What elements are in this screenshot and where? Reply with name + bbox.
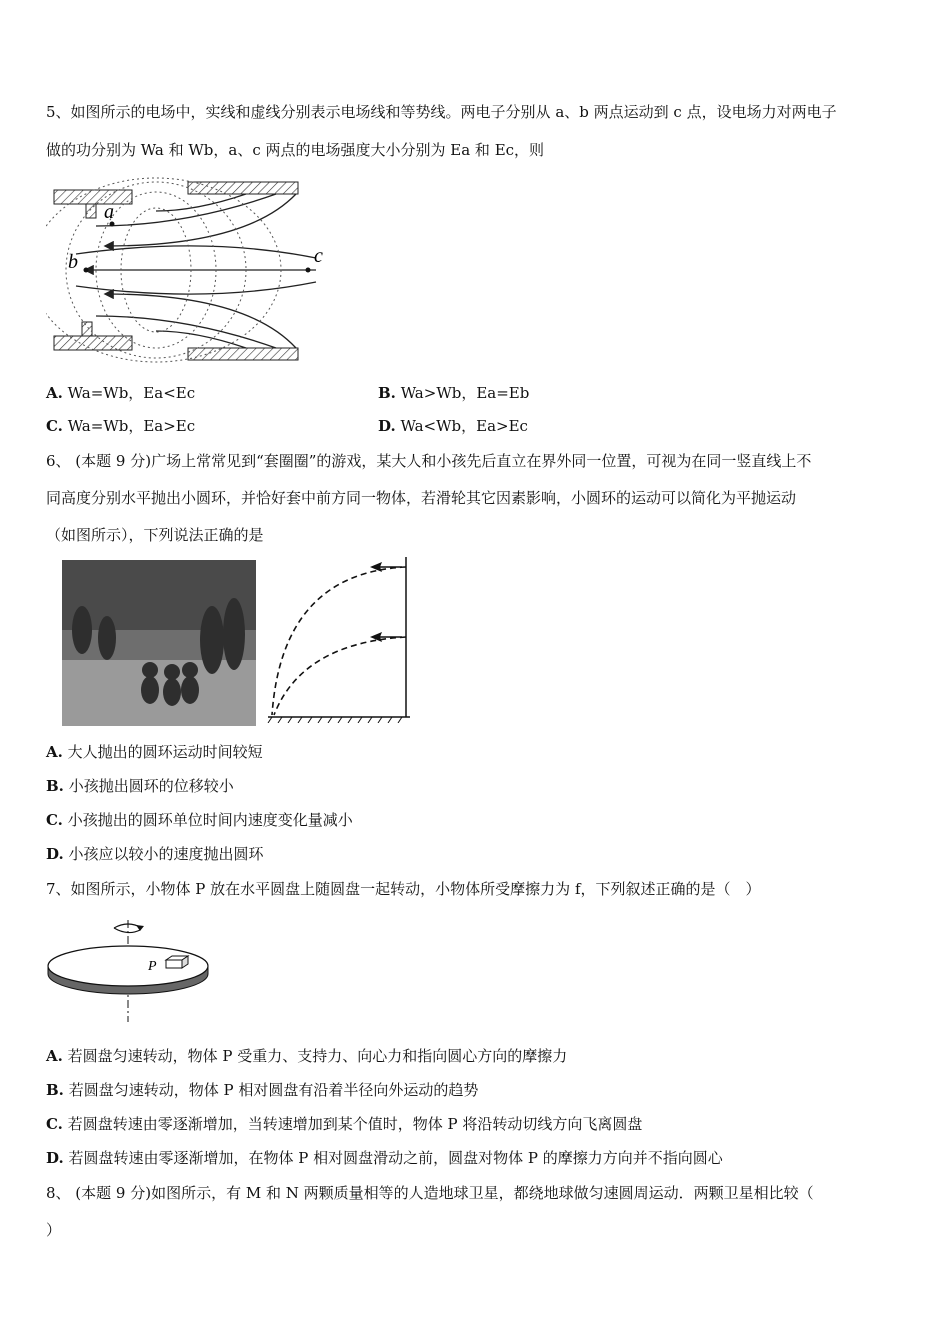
q7-option-a-key: A.	[46, 1047, 63, 1065]
q6-option-a-key: A.	[46, 743, 63, 761]
q7-option-c	[46, 1114, 642, 1134]
q7-option-d	[46, 1148, 723, 1168]
q6-stem-line3: （如图所示），下列说法正确的是	[46, 526, 264, 544]
q6-option-c-text: 小孩抛出的圆环单位时间内速度变化量减小	[67, 811, 353, 829]
q6-option-b	[46, 776, 234, 796]
point-a-label: a	[104, 201, 114, 223]
q7-option-b-text: 若圆盘匀速转动，物体 P 相对圆盘有沿着半径向外运动的趋势	[68, 1081, 479, 1099]
projectile-diagram	[262, 553, 412, 723]
q5-option-b	[378, 383, 529, 403]
q5-option-b-key: B.	[378, 384, 396, 402]
q7-option-c-text: 若圆盘转速由零逐渐增加，当转速增加到某个值时，物体 P 将沿转动切线方向飞离圆盘	[67, 1115, 643, 1133]
q6-option-d	[46, 844, 264, 864]
q8-stem-line2: ）	[46, 1221, 62, 1239]
q5-option-d-key: D.	[378, 417, 396, 435]
ring-toss-photo	[62, 560, 256, 726]
q6-option-b-text: 小孩抛出圆环的位移较小	[68, 777, 234, 795]
q6-stem-line2: 同高度分别水平抛出小圆环，并恰好套中前方同一物体，若滑轮其它因素影响，小圆环的运动可以简化为平抛运动	[46, 489, 797, 507]
q6-option-a-text: 大人抛出的圆环运动时间较短	[67, 743, 263, 761]
q5-option-a	[46, 383, 195, 403]
rotating-disk-figure	[44, 914, 214, 1026]
q7-option-d-text: 若圆盘转速由零逐渐增加，在物体 P 相对圆盘滑动之前，圆盘对物体 P 的摩擦力方向并不指向圆心	[68, 1149, 723, 1167]
point-b-label: b	[68, 251, 78, 273]
electric-field-figure	[46, 176, 336, 364]
point-c-label: c	[314, 245, 323, 267]
q7-stem: 7、如图所示，小物体 P 放在水平圆盘上随圆盘一起转动，小物体所受摩擦力为 f，下列叙述正确的是（ ）	[46, 880, 761, 898]
q6-option-b-key: B.	[46, 777, 64, 795]
q7-option-a-text: 若圆盘匀速转动，物体 P 受重力、支持力、向心力和指向圆心方向的摩擦力	[67, 1047, 568, 1065]
q6-option-c-key: C.	[46, 811, 63, 829]
q5-option-d-text: Wa<Wb，Ea>Ec	[400, 417, 528, 435]
q5-option-a-text: Wa=Wb，Ea<Ec	[67, 384, 196, 402]
q5-option-a-key: A.	[46, 384, 63, 402]
q5-option-d	[378, 416, 528, 436]
object-p-label: P	[148, 959, 157, 974]
q6-stem-line1: 6、 (本题 9 分)广场上常常见到“套圈圈”的游戏，某大人和小孩先后直立在界外同一位置，可视为在同一竖直线上不	[46, 452, 812, 470]
q8-stem-line1: 8、 (本题 9 分)如图所示，有 M 和 N 两颗质量相等的人造地球卫星，都绕地球做匀速圆周运动．两颗卫星相比较（	[46, 1184, 814, 1202]
q7-option-a	[46, 1046, 567, 1066]
q7-option-b	[46, 1080, 478, 1100]
q6-option-c	[46, 810, 353, 830]
q7-option-d-key: D.	[46, 1149, 64, 1167]
q6-option-a	[46, 742, 263, 762]
q7-option-c-key: C.	[46, 1115, 63, 1133]
q6-option-d-text: 小孩应以较小的速度抛出圆环	[68, 845, 264, 863]
q7-option-b-key: B.	[46, 1081, 64, 1099]
q5-stem-line1: 5、如图所示的电场中，实线和虚线分别表示电场线和等势线。两电子分别从 a、b 两点运动到 c 点，设电场力对两电子	[46, 103, 837, 121]
q5-option-b-text: Wa>Wb，Ea=Eb	[400, 384, 530, 402]
q5-stem-line2: 做的功分别为 Wa 和 Wb，a、c 两点的电场强度大小分别为 Ea 和 Ec，则	[46, 141, 545, 159]
q5-option-c-key: C.	[46, 417, 63, 435]
q5-option-c	[46, 416, 195, 436]
q5-option-c-text: Wa=Wb，Ea>Ec	[67, 417, 196, 435]
q6-option-d-key: D.	[46, 845, 64, 863]
